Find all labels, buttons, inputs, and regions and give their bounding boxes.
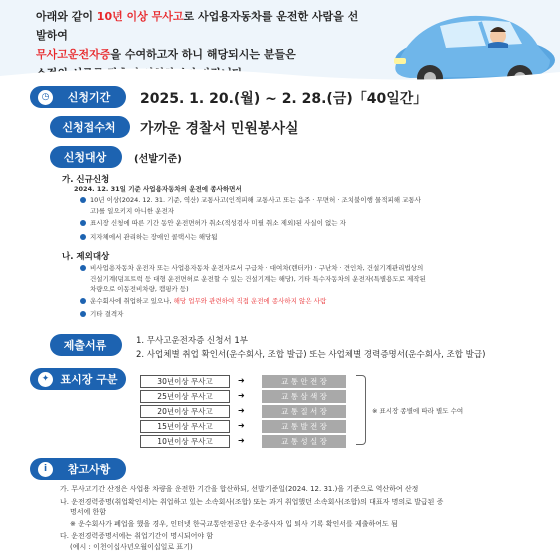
new-application-note: 2024. 12. 31일 기준 사업용자동차의 운전에 종사하면서 (74, 185, 242, 193)
excl-item-2: 운수회사에 취업하고 있으나, 해당 업무와 관련하여 직접 운전에 종사하지 않은 사람 (80, 296, 540, 307)
document-item-2: 2. 사업체별 취업 확인서(운수회사, 조합 발급) 또는 사업체별 경력증명서(운수회사, 조합 발급) (136, 350, 486, 360)
excl-item-1: 비사업용자동차 운전자 또는 사업용자동차 운전자로서 구급차 · 대여차(렌터카) · 구난차 · 견인차, 건설기계관리법상의 건설기계(덤프트럭 등 대형 운전면허로 운전할 수 있는 건설기계는 해당), 기타 특수자동차의 운전자(특별용도로 제작된 차량으로 이동전비차량, 캠핑카 등) (80, 263, 540, 295)
office-label: 신청접수처 (62, 121, 116, 134)
reference-line-5: 다. 운전경력증명서에는 취업기간이 명시되어야 함 (60, 532, 214, 540)
intro-line1-highlight: 10년 이상 무사고 (96, 10, 184, 23)
bullet-icon (80, 311, 86, 317)
badge-icon: ✦ (38, 372, 53, 387)
ranks-side-note: ※ 표시장 종별에 따라 별도 수여 (372, 407, 464, 415)
rank-years-15: 15년이상 무사고 (140, 420, 230, 433)
new-item-3: 지자체에서 관리하는 장애인 콜택시는 해당됨 (80, 232, 540, 243)
target-label: 신청대상 (63, 151, 107, 164)
intro-line1-b: 로 사업용자동차를 운전한 사람을 선발하여 (36, 10, 359, 42)
target-note: (선발기준) (134, 154, 182, 165)
excl-item-3: 기타 결격자 (80, 309, 540, 320)
bullet-icon (80, 298, 86, 304)
reference-label: 참고사항 (67, 463, 111, 476)
intro-line1-a: 아래와 같이 (36, 10, 97, 23)
documents-label: 제출서류 (63, 339, 107, 352)
rank-years-25: 25년이상 무사고 (140, 390, 230, 403)
reference-line-3: 명서에 한함 (70, 508, 107, 516)
exclusion-title: 나. 제외대상 (62, 252, 110, 262)
info-icon: i (38, 462, 53, 477)
ranks-label: 표시장 구분 (60, 373, 118, 386)
period-label-pill (30, 86, 126, 108)
arrow-icon: ➜ (238, 391, 245, 400)
bullet-icon (80, 234, 86, 240)
rank-badge-30: 교 통 안 전 장 (262, 375, 346, 388)
documents-label-pill (50, 334, 122, 356)
rank-years-20: 20년이상 무사고 (140, 405, 230, 418)
reference-line-4: ※ 운수회사가 폐업을 했을 경우, 인터넷 한국교통안전공단 운수종사자 입 퇴사 기록 확인서를 제출하여도 됨 (70, 520, 398, 528)
rank-badge-10: 교 통 성 실 장 (262, 435, 346, 448)
document-item-1: 1. 무사고운전자증 신청서 1부 (136, 336, 248, 346)
rank-badge-20: 교 통 질 서 장 (262, 405, 346, 418)
reference-line-1: 가. 무사고기간 산정은 사업용 차량을 운전한 기간을 합산하되, 선발기준일(2024. 12. 31.)을 기준으로 역산하여 산정 (60, 485, 419, 493)
reference-line-6: (예시 : 이천이십사년오월이십일로 표기) (70, 543, 193, 551)
ranks-brace (356, 375, 366, 445)
bullet-icon (80, 197, 86, 203)
new-application-title: 가. 신규신청 (62, 175, 110, 185)
arrow-icon: ➜ (238, 436, 245, 445)
office-value: 가까운 경찰서 민원봉사실 (140, 121, 299, 137)
office-label-pill (50, 116, 130, 138)
rank-badge-15: 교 통 발 전 장 (262, 420, 346, 433)
target-label-pill (50, 146, 122, 168)
bullet-icon (80, 220, 86, 226)
arrow-icon: ➜ (238, 376, 245, 385)
rank-badge-25: 교 통 삼 색 장 (262, 390, 346, 403)
intro-line2-b: 을 수여하고자 하니 해당되시는 분들은 (110, 48, 296, 61)
clock-icon: ◷ (38, 90, 53, 105)
period-value: 2025. 1. 20.(월) ~ 2. 28.(금)「40일간」 (140, 91, 428, 107)
ranks-label-pill (30, 368, 126, 390)
intro-line2-highlight: 무사고운전자증 (36, 48, 111, 61)
reference-line-2: 나. 운전경력증명(취업확인서)는 취업하고 있는 소속회사(조합) 또는 과거 취업했던 소속회사(조합)의 대표자 명의로 발급된 증 (60, 498, 444, 506)
period-label: 신청기간 (67, 91, 111, 104)
reference-label-pill (30, 458, 126, 480)
arrow-icon: ➜ (238, 421, 245, 430)
new-item-1: 10년 이상(2024. 12. 31. 기준, 역산) 교통사고(인적피해 교통사고 또는 음주 · 무면허 · 조치불이행 물적피해 교통사 고)를 일으키지 아니한 운전자 (80, 195, 540, 216)
new-item-2: 표시장 신청에 따른 기간 동안 운전면허가 취소(적성검사 미필 취소 제외)된 사실이 없는 자 (80, 218, 540, 229)
rank-years-10: 10년이상 무사고 (140, 435, 230, 448)
arrow-icon: ➜ (238, 406, 245, 415)
bullet-icon (80, 265, 86, 271)
rank-years-30: 30년이상 무사고 (140, 375, 230, 388)
